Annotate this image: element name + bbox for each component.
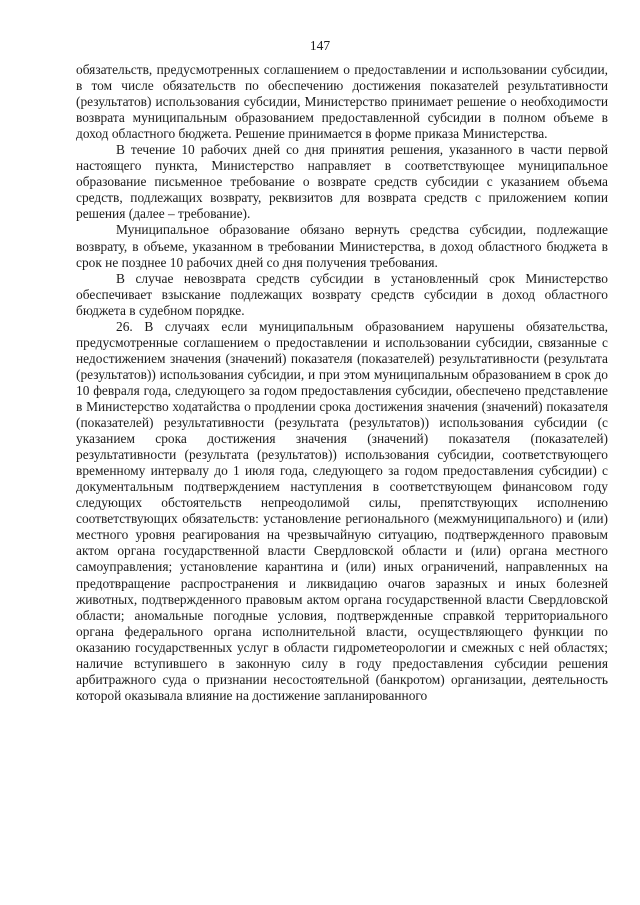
paragraph-1: обязательств, предусмотренных соглашением о предоставлении и использовании субсидии, в том числе обязательств по обеспечению достижения показателей результативности (результатов) использования субсидии, Министерство принимает решение о необходимости возврата муниципальным образованием предоставленной субсидии в полном объеме в доход областного бюджета. Решение принимается в форме приказа Министерства. — [76, 62, 608, 142]
paragraph-3: Муниципальное образование обязано вернуть средства субсидии, подлежащие возврату, в объеме, указанном в требовании Министерства, в доход областного бюджета в срок не позднее 10 рабочих дней со дня получения требования. — [76, 222, 608, 270]
body-text — [76, 62, 608, 704]
paragraph-4: В случае невозврата средств субсидии в установленный срок Министерство обеспечивает взыскание подлежащих возврату средств субсидии в доход областного бюджета в судебном порядке. — [76, 270, 608, 318]
paragraph-5: 26. В случаях если муниципальным образованием нарушены обязательства, предусмотренные соглашением о предоставлении и использовании субсидии, связанные с недостижением значения (значений) показателя (показателей) результативности (результата (результатов)) использования субсидии, и при этом муниципальным образованием в срок до 10 февраля года, следующего за годом предоставления субсидии, обеспечено представление в Министерство ходатайства о продлении срока достижения значения (значений) показателя (показателей) результативности (результата (результатов)) использования субсидии (с указанием срока достижения значения (значений) показателя (показателей) результативности (результата (результатов)) использования субсидии, соответствующего временному интервалу до 1 июля года, следующего за годом предоставления субсидии) с документальным подтверждением наступления в соответствующем финансовом году следующих обстоятельств непреодолимой силы, препятствующих исполнению соответствующих обязательств: установление регионального (межмуниципального) и (или) местного уровня реагирования на чрезвычайную ситуацию, подтвержденного правовым актом органа государственной власти Свердловской области и (или) органа местного самоуправления; установление карантина и (или) иных ограничений, направленных на предотвращение распространения и ликвидацию очагов заразных и иных болезней животных, подтвержденного правовым актом органа государственной власти Свердловской области; аномальные погодные условия, подтвержденные справкой территориального органа федерального органа исполнительной власти, осуществляющего функции по оказанию государственных услуг в области гидрометеорологии и смежных с ней областях; наличие вступившего в законную силу в году предоставления субсидии решения арбитражного суда о признании несостоятельной (банкротом) организации, деятельность которой оказывала влияние на достижение запланированного — [76, 318, 608, 703]
page-number: 147 — [309, 38, 331, 53]
paragraph-2: В течение 10 рабочих дней со дня принятия решения, указанного в части первой настоящего пункта, Министерство направляет в соответствующее муниципальное образование письменное требование о возврате средств субсидии с указанием объема средств, подлежащих возврату, реквизитов для возврата средств с приложением копии решения (далее – требование). — [76, 142, 608, 222]
